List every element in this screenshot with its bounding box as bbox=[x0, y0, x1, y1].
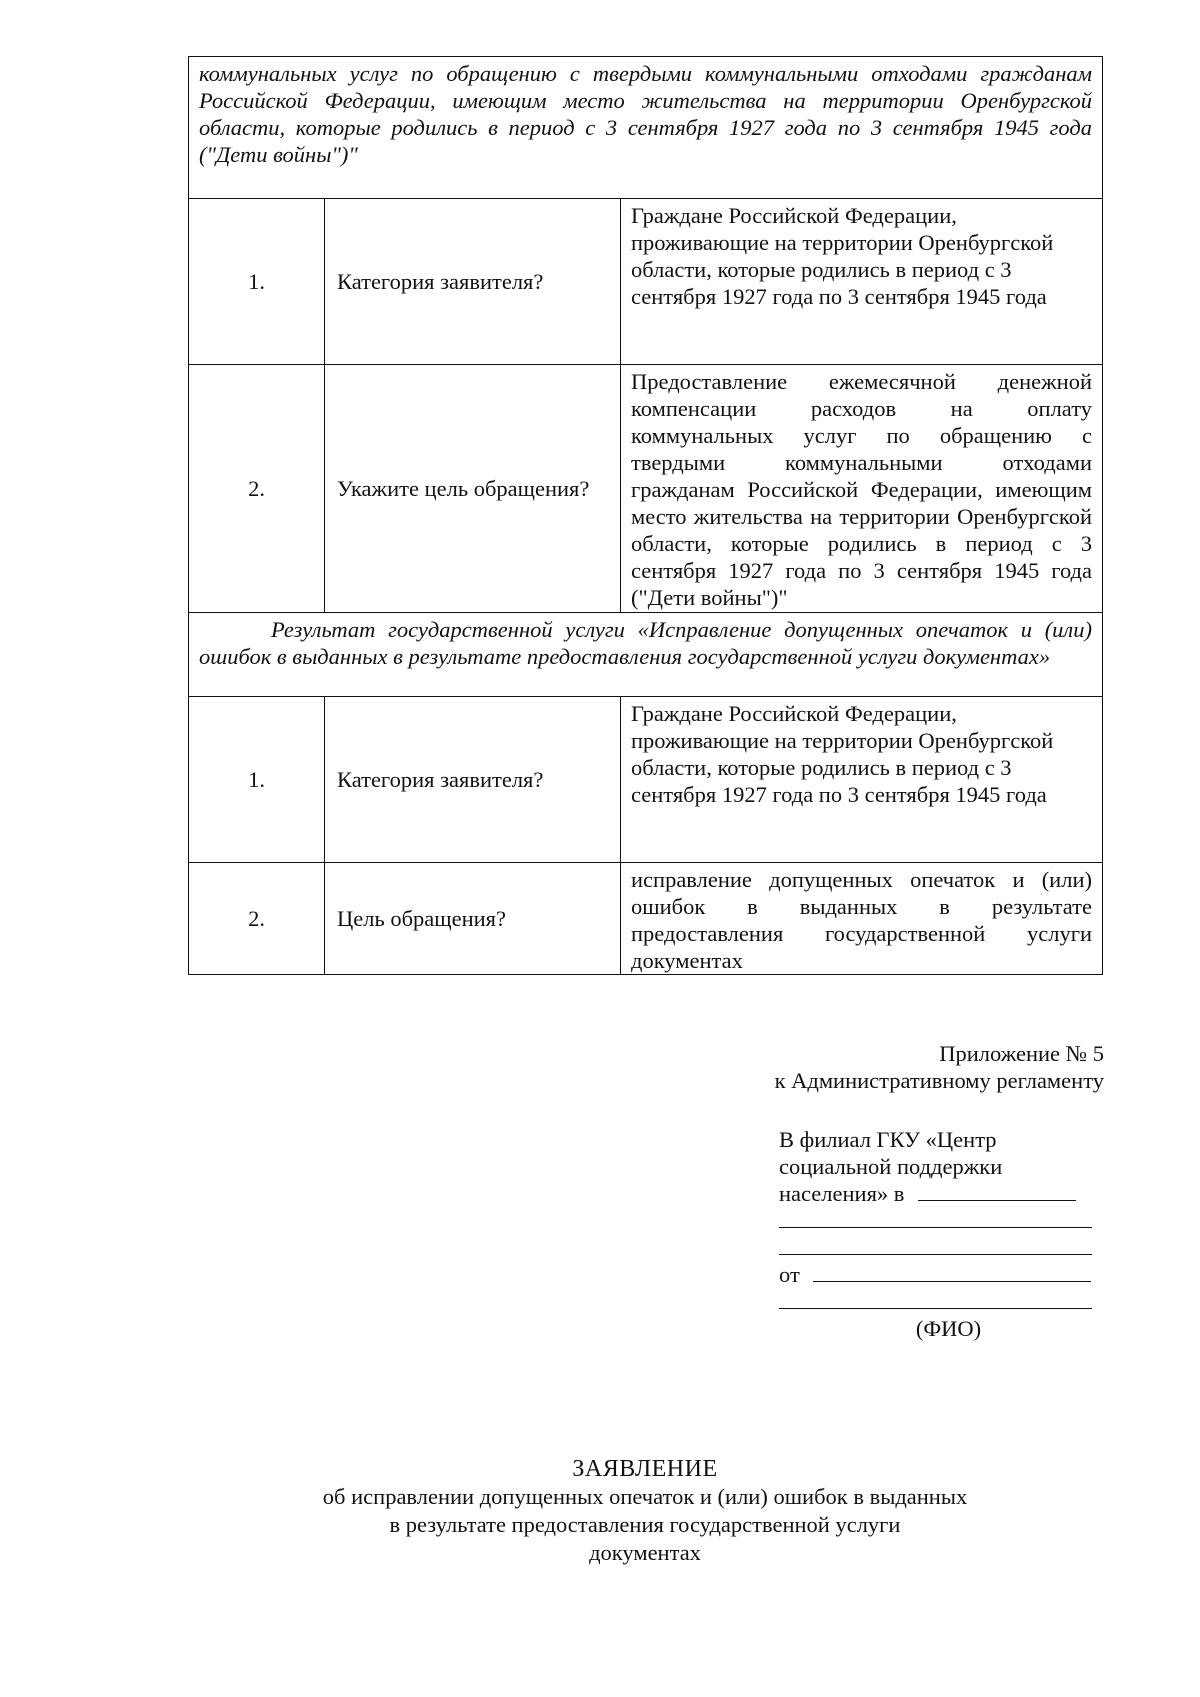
blank-line[interactable] bbox=[779, 1234, 1092, 1255]
appendix-number: Приложение № 5 bbox=[939, 1041, 1104, 1066]
appendix-regulation: к Административному регламенту bbox=[774, 1068, 1104, 1093]
statement-subtitle: документах bbox=[589, 1540, 701, 1565]
blank-line[interactable] bbox=[779, 1207, 1092, 1228]
section1-header-row bbox=[189, 57, 1103, 199]
row-question: Категория заявителя? bbox=[325, 697, 621, 863]
row-number: 1. bbox=[189, 697, 325, 863]
table-row bbox=[189, 199, 1103, 365]
blank-row bbox=[779, 1288, 1094, 1315]
service-parameters-table bbox=[188, 56, 1103, 975]
row-answer: Граждане Российской Федерации, проживающие на территории Оренбургской области, которые родились в период с 3 сентября 1927 года по 3 сентября 1945 года bbox=[621, 199, 1103, 365]
row-question: Категория заявителя? bbox=[325, 199, 621, 365]
section2-header-row bbox=[189, 613, 1103, 697]
table-row bbox=[189, 863, 1103, 975]
addressee-prefix: населения» в bbox=[779, 1181, 905, 1206]
appendix-reference bbox=[775, 1040, 1104, 1094]
section2-header-cell: Результат государственной услуги «Исправление допущенных опечаток и (или) ошибок в выданных в результате предоставления государственной услуги документах» bbox=[189, 613, 1103, 697]
statement-title-block bbox=[188, 1455, 1102, 1567]
row-question: Цель обращения? bbox=[325, 863, 621, 975]
row-number: 2. bbox=[189, 863, 325, 975]
addressee-line: В филиал ГКУ «Центр bbox=[779, 1127, 997, 1152]
from-line bbox=[779, 1261, 1094, 1288]
statement-title: ЗАЯВЛЕНИЕ bbox=[572, 1456, 718, 1482]
blank-line[interactable] bbox=[779, 1288, 1092, 1309]
blank-row bbox=[779, 1207, 1094, 1234]
row-answer: Граждане Российской Федерации, проживающие на территории Оренбургской области, которые родились в период с 3 сентября 1927 года по 3 сентября 1945 года bbox=[621, 697, 1103, 863]
row-number: 2. bbox=[189, 365, 325, 613]
addressee-branch-line bbox=[779, 1180, 1094, 1207]
row-question: Укажите цель обращения? bbox=[325, 365, 621, 613]
row-answer: Предоставление ежемесячной денежной компенсации расходов на оплату коммунальных услуг по обращению с твердыми коммунальными отходами гражданам Российской Федерации, имеющим место жительства на территории Оренбургской области, которые родились в период с 3 сентября 1927 года по 3 сентября 1945 года ("Дети войны")" bbox=[621, 365, 1103, 613]
statement-subtitle: об исправлении допущенных опечаток и (или) ошибок в выданных bbox=[322, 1484, 968, 1509]
addressee-line: социальной поддержки bbox=[779, 1154, 1003, 1179]
statement-subtitle: в результате предоставления государственной услуги bbox=[389, 1512, 901, 1537]
branch-blank-line[interactable] bbox=[918, 1180, 1076, 1201]
row-answer: исправление допущенных опечаток и (или) ошибок в выданных в результате предоставления государственной услуги документах bbox=[621, 863, 1103, 975]
from-blank-line[interactable] bbox=[813, 1261, 1091, 1282]
table-row bbox=[189, 697, 1103, 863]
addressee-block bbox=[779, 1126, 1094, 1342]
table-row bbox=[189, 365, 1103, 613]
row-number: 1. bbox=[189, 199, 325, 365]
fio-caption: (ФИО) bbox=[915, 1316, 982, 1341]
from-prefix: от bbox=[779, 1262, 800, 1287]
section1-header-cell: коммунальных услуг по обращению с твердыми коммунальными отходами гражданам Российской Федерации, имеющим место жительства на территории Оренбургской области, которые родились в период с 3 сентября 1927 года по 3 сентября 1945 года ("Дети войны")" bbox=[189, 57, 1103, 199]
blank-row bbox=[779, 1234, 1094, 1261]
